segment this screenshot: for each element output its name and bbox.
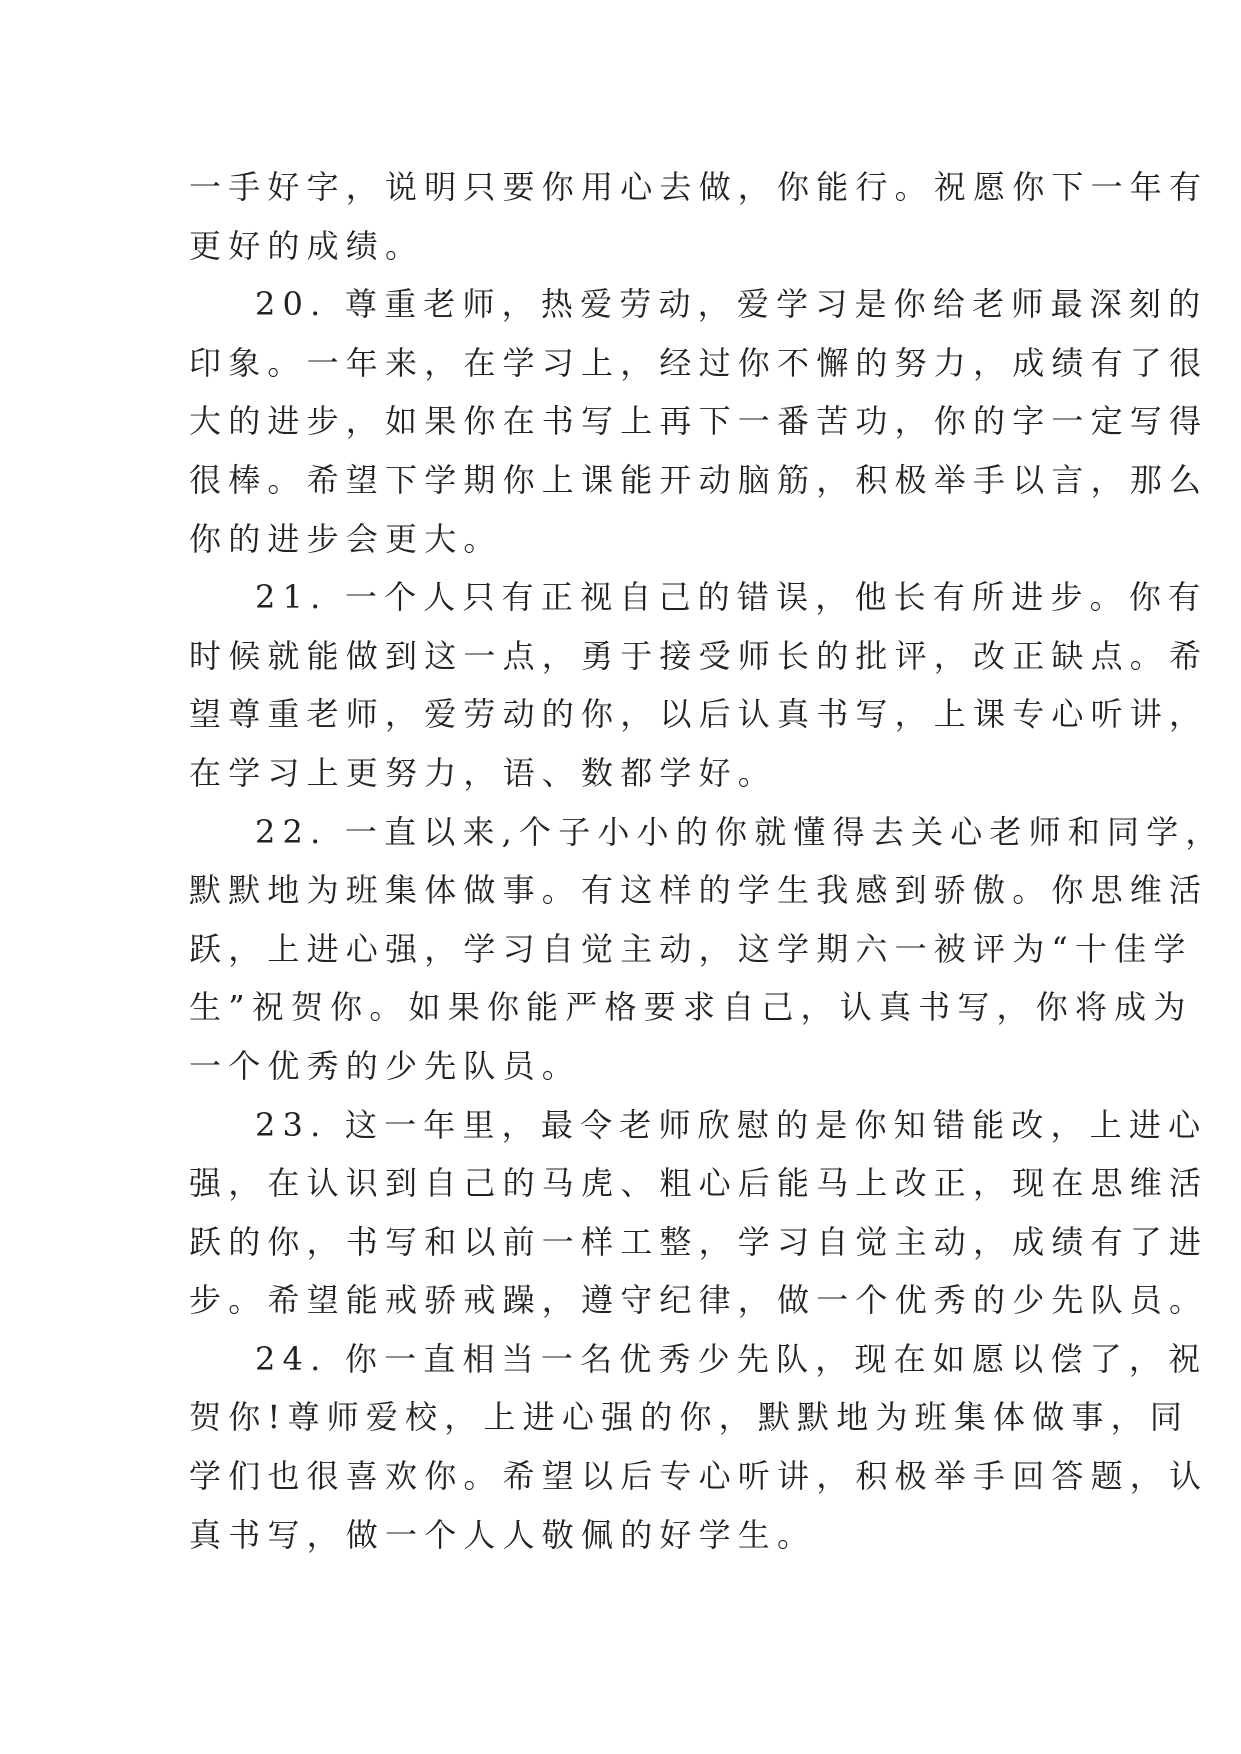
text-line: 真书写，做一个人人敬佩的好学生。 — [189, 1515, 817, 1554]
text-line: 望尊重老师，爱劳动的你，以后认真书写，上课专心听讲， — [189, 695, 1209, 734]
text-line: 学们也很喜欢你。希望以后专心听讲，积极举手回答题，认 — [189, 1457, 1209, 1496]
text-line: 很棒。希望下学期你上课能开动脑筋，积极举手以言，那么 — [189, 460, 1209, 499]
paragraph-21-start: 21. 一个人只有正视自己的错误，他长有所进步。你有 — [255, 578, 1208, 617]
text-line: 步。希望能戒骄戒躁，遵守纪律，做一个优秀的少先队员。 — [189, 1281, 1209, 1320]
text-line: 默默地为班集体做事。有这样的学生我感到骄傲。你思维活 — [189, 871, 1209, 910]
text-line: 跃，上进心强，学习自觉主动，这学期六一被评为“十佳学 — [189, 929, 1193, 968]
text-line: 一手好字，说明只要你用心去做，你能行。祝愿你下一年有 — [189, 168, 1209, 206]
text-line: 跃的你，书写和以前一样工整，学习自觉主动，成绩有了进 — [189, 1222, 1209, 1261]
text-line: 贺你!尊师爱校，上进心强的你，默默地为班集体做事，同 — [189, 1398, 1190, 1437]
text-line: 你的进步会更大。 — [189, 519, 503, 558]
document-body — [189, 158, 1225, 1564]
paragraph-22-start: 22. 一直以来,个子小小的你就懂得去关心老师和同学， — [255, 812, 1225, 851]
text-line: 一个优秀的少先队员。 — [189, 1046, 582, 1085]
text-line: 时候就能做到这一点，勇于接受师长的批评，改正缺点。希 — [189, 636, 1209, 675]
text-line: 在学习上更努力，语、数都学好。 — [189, 753, 778, 792]
paragraph-24-start: 24. 你一直相当一名优秀少先队，现在如愿以偿了，祝 — [255, 1339, 1208, 1378]
paragraph-20-start: 20. 尊重老师，热爱劳动，爱学习是你给老师最深刻的 — [255, 285, 1208, 324]
text-line: 印象。一年来，在学习上，经过你不懈的努力，成绩有了很 — [189, 343, 1209, 382]
text-line: 大的进步，如果你在书写上再下一番苦功，你的字一定写得 — [189, 402, 1209, 441]
text-line: 生”祝贺你。如果你能严格要求自己，认真书写，你将成为 — [189, 988, 1193, 1027]
text-line: 强，在认识到自己的马虎、粗心后能马上改正，现在思维活 — [189, 1164, 1209, 1203]
paragraph-23-start: 23. 这一年里，最令老师欣慰的是你知错能改，上进心 — [255, 1105, 1208, 1144]
text-line: 更好的成绩。 — [189, 226, 425, 265]
